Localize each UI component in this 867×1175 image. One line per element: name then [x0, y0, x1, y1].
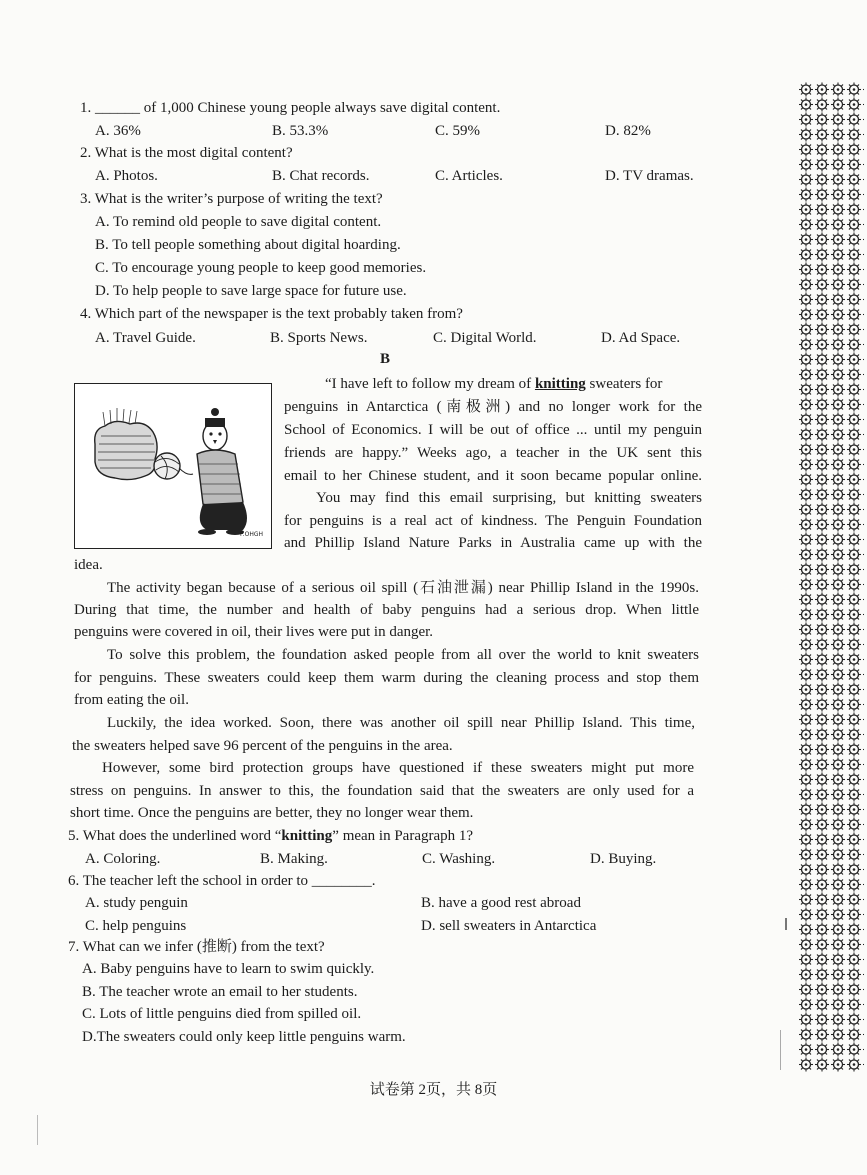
- q1-option-a: A. 36%: [95, 123, 141, 139]
- scan-edge-mark: [37, 1115, 38, 1145]
- p6-line-3: short time. Once the penguins are better, they no longer wear them.: [70, 805, 474, 821]
- q4-option-a: A. Travel Guide.: [95, 330, 196, 346]
- q1-option-c: C. 59%: [435, 123, 480, 139]
- q5-stem: 5. What does the underlined word “knitting” mean in Paragraph 1?: [68, 828, 474, 844]
- p3-line-1: The activity began because of a serious oil spill (石油泄漏) near Phillip Island in the 1990s.: [107, 580, 699, 596]
- q2-option-d: D. TV dramas.: [605, 168, 694, 184]
- q1-option-b: B. 53.3%: [272, 123, 329, 139]
- knitting-word: knitting: [534, 376, 586, 392]
- q5-option-d: D. Buying.: [590, 851, 657, 867]
- q4-option-d: D. Ad Space.: [601, 330, 681, 346]
- q3-option-d: D. To help people to save large space for future use.: [95, 283, 407, 299]
- q4-stem: 4. Which part of the newspaper is the text probably taken from?: [80, 306, 463, 322]
- q6-option-a: A. study penguin: [85, 895, 188, 911]
- scan-mark: [785, 918, 787, 930]
- q2-option-b: B. Chat records.: [272, 168, 370, 184]
- q6-option-c: C. help penguins: [85, 918, 187, 934]
- p6-line-2: stress on penguins. In answer to this, the foundation said that the sweaters are only used for a: [70, 783, 694, 799]
- q4-option-b: B. Sports News.: [270, 330, 368, 346]
- q5-option-c: C. Washing.: [422, 851, 496, 867]
- q7-stem: 7. What can we infer (推断) from the text?: [68, 939, 325, 955]
- p2-line-2: for penguins is a real act of kindness. The Penguin Foundation: [284, 513, 702, 529]
- p4-line-2: for penguins. These sweaters could keep them warm during the cleaning process and stop them: [74, 670, 699, 686]
- p3-line-2: During that time, the number and health of baby penguins had a serious drop. When little: [74, 602, 699, 618]
- q6-option-d: D. sell sweaters in Antarctica: [421, 918, 597, 934]
- q3-option-c: C. To encourage young people to keep good memories.: [95, 260, 427, 276]
- p3-line-3: penguins were covered in oil, their lives were put in danger.: [74, 624, 434, 640]
- penguin-icon: [75, 384, 271, 548]
- q6-option-b: B. have a good rest abroad: [421, 895, 581, 911]
- q5-option-a: A. Coloring.: [85, 851, 161, 867]
- q4-option-c: C. Digital World.: [433, 330, 537, 346]
- section-heading: B: [380, 351, 391, 367]
- q7-option-d: D.The sweaters could only keep little penguins warm.: [82, 1029, 406, 1045]
- p4-line-1: To solve this problem, the foundation asked people from all over the world to knit sweaters: [107, 647, 699, 663]
- p5-line-1: Luckily, the idea worked. Soon, there was another oil spill near Phillip Island. This time,: [107, 715, 695, 731]
- p1-line-3: School of Economics. I will be out of office ... until my penguin: [284, 422, 702, 438]
- q2-stem: 2. What is the most digital content?: [80, 145, 293, 161]
- p1-line-2: penguins in Antarctica (南极洲) and no longer work for the: [284, 399, 702, 415]
- p5-line-2: the sweaters helped save 96 percent of the penguins in the area.: [72, 738, 453, 754]
- q3-option-b: B. To tell people something about digital hoarding.: [95, 237, 401, 253]
- p6-line-1: However, some bird protection groups have questioned if these sweaters might put more: [102, 760, 694, 776]
- p4-line-3: from eating the oil.: [74, 692, 189, 708]
- penguin-knitting-illustration: [74, 383, 272, 549]
- q3-option-a: A. To remind old people to save digital content.: [95, 214, 382, 230]
- scan-dotted-line: [780, 1030, 781, 1070]
- q7-option-a: A. Baby penguins have to learn to swim quickly.: [82, 961, 375, 977]
- p1-line-1: “I have left to follow my dream of knitting sweaters for: [325, 376, 663, 392]
- q1-option-d: D. 82%: [605, 123, 651, 139]
- q7-option-c: C. Lots of little penguins died from spilled oil.: [82, 1006, 362, 1022]
- illustration-signature: P.OHGH: [240, 531, 263, 538]
- q3-stem: 3. What is the writer’s purpose of writing the text?: [80, 191, 383, 207]
- p1-line-5: email to her Chinese student, and it soon became popular online.: [284, 468, 702, 484]
- q2-option-a: A. Photos.: [95, 168, 158, 184]
- p2-line-3: and Phillip Island Nature Parks in Australia came up with the: [284, 535, 702, 551]
- binding-border-pattern: [798, 82, 864, 1072]
- q2-option-c: C. Articles.: [435, 168, 503, 184]
- p1-line-4: friends are happy.” Weeks ago, a teacher in the UK sent this: [284, 445, 702, 461]
- q5-option-b: B. Making.: [260, 851, 328, 867]
- q1-stem: 1. ______ of 1,000 Chinese young people always save digital content.: [80, 100, 501, 116]
- page-footer: 试卷第 2页，共 8页: [369, 1082, 498, 1098]
- p2-line-1: You may find this email surprising, but knitting sweaters: [316, 490, 702, 506]
- q6-stem: 6. The teacher left the school in order to ________.: [68, 873, 376, 889]
- q7-option-b: B. The teacher wrote an email to her students.: [82, 984, 358, 1000]
- p2-line-4: idea.: [74, 557, 103, 573]
